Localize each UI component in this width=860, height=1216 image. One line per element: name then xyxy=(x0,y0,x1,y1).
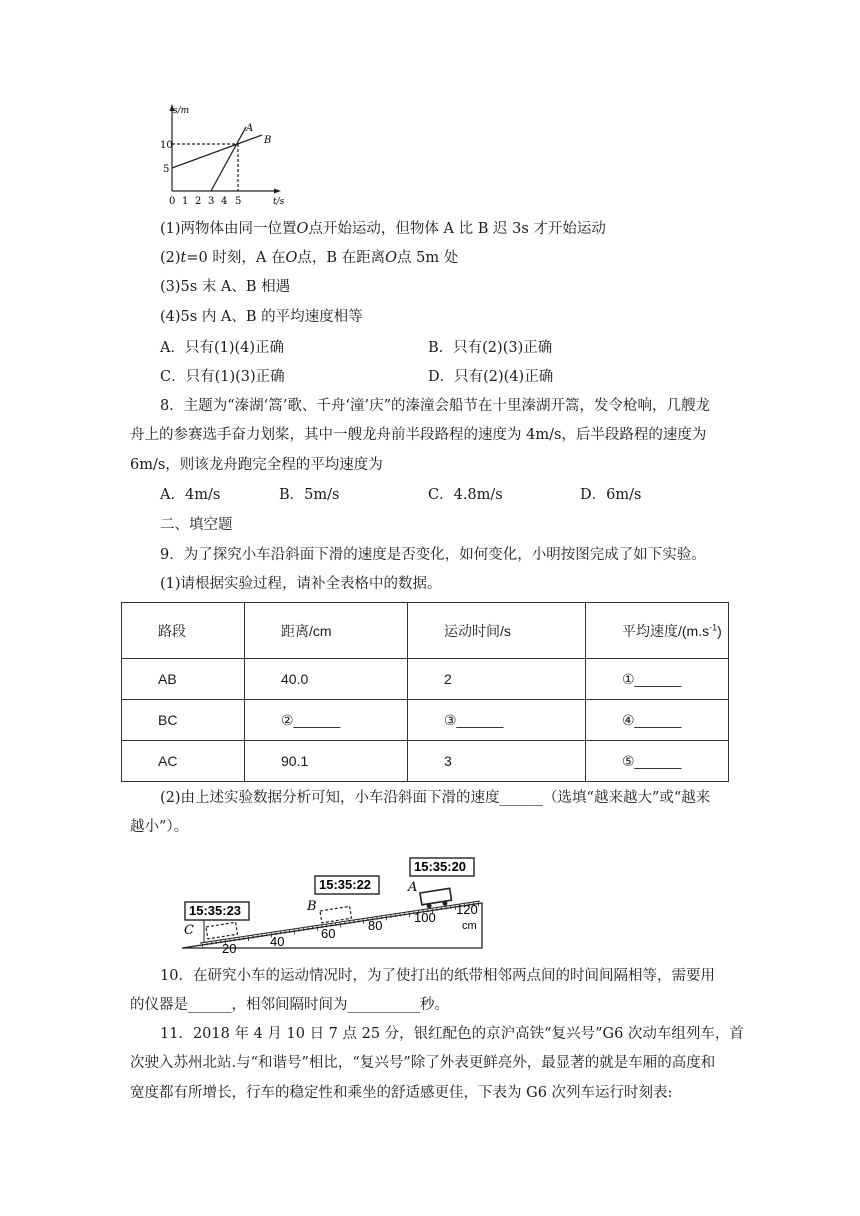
incline-figure xyxy=(180,855,490,955)
label-b: B xyxy=(307,899,317,914)
table-row xyxy=(122,659,729,700)
graph-ylabel: s/m xyxy=(173,106,190,116)
graph-ytick-5: 5 xyxy=(163,164,170,175)
ruler-mark-40: 40 xyxy=(270,934,285,949)
table-header-row xyxy=(122,603,729,659)
table-cell: AB xyxy=(122,659,245,700)
graph-line-b xyxy=(172,135,262,168)
q7-statement-2: (2)t=0 时刻，A 在O点，B 在距离O点 5m 处 xyxy=(160,250,459,266)
ruler-mark-100: 100 xyxy=(414,910,436,925)
table-cell: BC xyxy=(122,700,245,741)
label-c: C xyxy=(184,923,194,938)
q9-data-table xyxy=(121,602,729,782)
st-graph xyxy=(160,103,285,208)
graph-label-b: B xyxy=(264,135,272,146)
table-cell: 90.1 xyxy=(245,741,408,782)
graph-label-a: A xyxy=(246,123,254,134)
q9-sub-1: (1)请根据实验过程，请补全表格中的数据。 xyxy=(160,576,442,592)
table-cell: AC xyxy=(122,741,245,782)
graph-xtick-1: 1 xyxy=(182,196,189,207)
clock-a: 15:35:20 xyxy=(414,859,467,874)
q8-option-d[interactable]: D．6m/s xyxy=(580,487,642,503)
q9-sub-2-line-2: 越小”）。 xyxy=(130,819,189,835)
q7-statement-4: (4)5s 内 A、B 的平均速度相等 xyxy=(160,309,363,325)
q10-line-2: 的仪器是______，相邻间隔时间为__________秒。 xyxy=(130,997,449,1013)
label-a: A xyxy=(408,880,418,895)
graph-xlabel: t/s xyxy=(273,197,285,207)
q9-line-1: 9．为了探究小车沿斜面下滑的速度是否变化，如何变化，小明按图完成了如下实验。 xyxy=(160,547,706,563)
table-cell-blank[interactable]: ⑤______ xyxy=(586,741,729,782)
graph-x-arrow xyxy=(274,189,281,194)
clock-c: 15:35:23 xyxy=(189,903,242,918)
q7-option-a[interactable]: A．只有(1)(4)正确 xyxy=(160,340,285,356)
graph-xtick-2: 2 xyxy=(195,196,202,207)
q7-statement-3: (3)5s 末 A、B 相遇 xyxy=(160,279,291,295)
q8-line-3: 6m/s，则该龙舟跑完全程的平均速度为 xyxy=(130,457,383,473)
q7-option-c[interactable]: C．只有(1)(3)正确 xyxy=(160,369,285,385)
ruler-unit: cm xyxy=(462,920,477,932)
ruler-mark-80: 80 xyxy=(368,918,383,933)
table-header-cell: 路段 xyxy=(122,603,245,659)
table-header-cell: 运动时间/s xyxy=(408,603,586,659)
cart-c xyxy=(206,922,238,939)
q8-line-2: 舟上的参赛选手奋力划桨，其中一艘龙舟前半段路程的速度为 4m/s，后半段路程的速度为 xyxy=(130,427,707,443)
table-row xyxy=(122,741,729,782)
q10-line-1: 10．在研究小车的运动情况时，为了使打出的纸带相邻两点间的时间间隔相等，需要用 xyxy=(160,968,715,984)
q7-statement-1: (1)两物体由同一位置O点开始运动，但物体 A 比 B 迟 3s 才开始运动 xyxy=(160,221,606,237)
graph-xtick-5: 5 xyxy=(235,196,242,207)
ruler-mark-20: 20 xyxy=(222,941,237,955)
q8-option-c[interactable]: C．4.8m/s xyxy=(428,487,503,503)
table-cell: 2 xyxy=(408,659,586,700)
table-cell: 3 xyxy=(408,741,586,782)
q11-line-1: 11．2018 年 4 月 10 日 7 点 25 分，银红配色的京沪高铁“复兴号”G6 次动车组列车，首 xyxy=(160,1026,744,1042)
clock-b: 15:35:22 xyxy=(319,877,372,892)
q7-option-d[interactable]: D．只有(2)(4)正确 xyxy=(428,369,554,385)
graph-xtick-0: 0 xyxy=(169,196,176,207)
table-header-cell: 平均速度$/(m.s^{-1})$ xyxy=(586,603,729,659)
table-header-cell: 距离/cm xyxy=(245,603,408,659)
q8-option-a[interactable]: A．4m/s xyxy=(160,487,221,503)
graph-ytick-10: 10 xyxy=(160,140,173,151)
graph-xtick-4: 4 xyxy=(221,196,228,207)
graph-xtick-3: 3 xyxy=(208,196,215,207)
table-cell-blank[interactable]: ③______ xyxy=(408,700,586,741)
q8-line-1: 8．主题为“溱湖‘篙’歌、千舟‘潼’庆”的溱潼会船节在十里溱湖开篙，发令枪响，几艘龙 xyxy=(160,398,710,414)
ruler-mark-60: 60 xyxy=(321,926,336,941)
graph-line-a xyxy=(211,127,246,191)
table-row xyxy=(122,700,729,741)
cart-b xyxy=(320,906,352,923)
q8-option-b[interactable]: B．5m/s xyxy=(279,487,340,503)
table-cell: 40.0 xyxy=(245,659,408,700)
q11-line-2: 次驶入苏州北站.与“和谐号”相比，“复兴号”除了外表更鲜亮外，最显著的就是车厢的高度和 xyxy=(130,1055,716,1071)
table-cell-blank[interactable]: ①______ xyxy=(586,659,729,700)
section-title-fill-blank: 二、填空题 xyxy=(160,517,233,533)
ruler-mark-120: 120 xyxy=(456,902,478,917)
table-cell-blank[interactable]: ②______ xyxy=(245,700,408,741)
q11-line-3: 宽度都有所增长，行车的稳定性和乘坐的舒适感更佳，下表为 G6 次列车运行时刻表: xyxy=(130,1085,673,1101)
table-cell-blank[interactable]: ④______ xyxy=(586,700,729,741)
q9-sub-2-line-1: (2)由上述实验数据分析可知，小车沿斜面下滑的速度______（选填“越来越大”或“越来 xyxy=(160,790,711,806)
q7-option-b[interactable]: B．只有(2)(3)正确 xyxy=(428,340,553,356)
